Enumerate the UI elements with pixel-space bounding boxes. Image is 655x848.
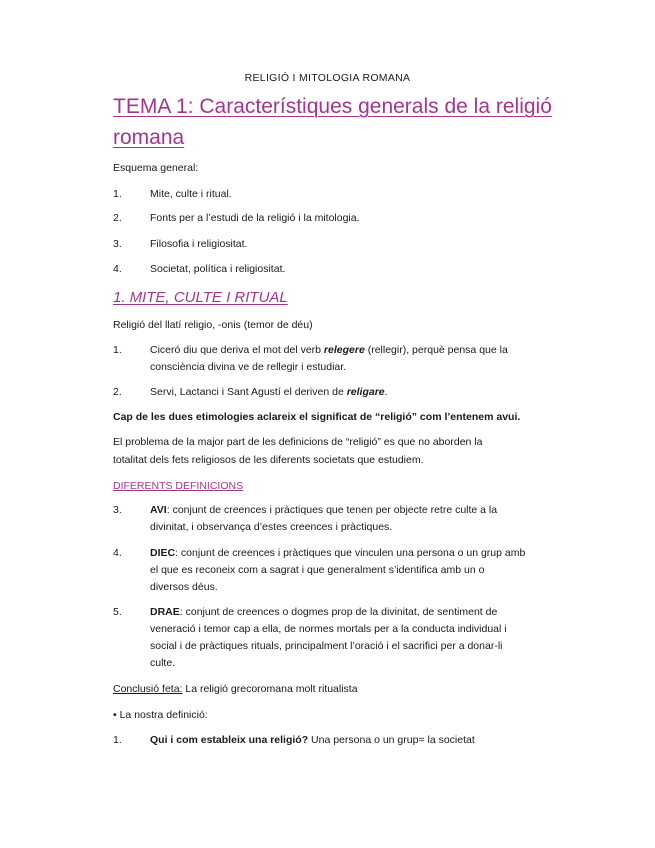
latin-verb: relegere: [323, 344, 365, 356]
scheme-item-text: Mite, culte i ritual.: [150, 188, 232, 200]
definition-number: 5.: [113, 606, 122, 618]
definitions-heading: DIFERENTS DEFINICIONS: [113, 480, 244, 492]
definition-text: DIEC: conjunt de creences i pràctiques que vinculen una persona o un grup amb: [150, 547, 526, 559]
page-title-line1: TEMA 1: Característiques generals de la religió: [113, 95, 552, 118]
problem-paragraph-line2: totalitat dels fets religiosos de les diferents societats que estudiem.: [113, 454, 424, 466]
etymology-intro: Religió del llatí religio, -onis (temor de déu): [113, 319, 313, 331]
definition-text: AVI: conjunt de creences i pràctiques que tenen per objecte retre culte a la: [150, 504, 498, 516]
definition-continuation: el que es reconeix com a sagrat i que generalment s’identifica amb un o: [150, 564, 485, 576]
page-title-line2: romana: [113, 126, 185, 149]
definition-number: 3.: [113, 504, 122, 516]
scheme-item-number: 1.: [113, 188, 122, 200]
etymology-item-continuation: consciència divina ve de rellegir i estudiar.: [150, 361, 347, 373]
scheme-item-text: Societat, política i religiositat.: [150, 263, 286, 275]
scheme-item-text: Filosofia i religiositat.: [150, 238, 248, 250]
scheme-label: Esquema general:: [113, 162, 199, 174]
conclusion-text: La religió grecoromana molt ritualista: [182, 683, 358, 695]
etymology-item-text: Ciceró diu que deriva el mot del verb relegere (rellegir), perquè pensa que la: [150, 344, 508, 356]
definition-continuation: veneració i temor cap a ella, de normes mortals per a la conducta individual i: [150, 623, 507, 635]
bullet-item: • La nostra definició:: [113, 709, 208, 721]
definition-continuation: diversos déus.: [150, 581, 218, 593]
definition-continuation: culte.: [150, 657, 176, 669]
scheme-item-number: 4.: [113, 263, 122, 275]
conclusion-line: [113, 683, 358, 695]
problem-paragraph-line1: El problema de la major part de les definicions de “religió” es que no aborden la: [113, 436, 483, 448]
definition-continuation: divinitat, i observança d’estes creences i pràctiques.: [150, 521, 393, 533]
scheme-item-number: 3.: [113, 238, 122, 250]
definition-term: AVI: [150, 504, 167, 516]
definition-term: DIEC: [150, 547, 176, 559]
etymology-item-number: 2.: [113, 386, 122, 398]
scheme-item-number: 2.: [113, 212, 122, 224]
definition-text: DRAE: conjunt de creences o dogmes prop de la divinitat, de sentiment de: [150, 606, 498, 618]
latin-verb: religare: [346, 386, 385, 398]
question-number: 1.: [113, 734, 122, 746]
definition-number: 4.: [113, 547, 122, 559]
bullet-dot-icon: •: [113, 709, 120, 721]
etymology-item-text: Servi, Lactanci i Sant Agustí el deriven de religare.: [150, 386, 388, 398]
scheme-item-text: Fonts per a l’estudi de la religió i la mitologia.: [150, 212, 360, 224]
conclusion-label: Conclusió feta:: [113, 683, 183, 695]
etymology-item-number: 1.: [113, 344, 122, 356]
page-header: RELIGIÓ I MITOLOGIA ROMANA: [244, 72, 411, 84]
section-title: 1. MITE, CULTE I RITUAL: [113, 289, 288, 306]
definition-continuation: social i de pràctiques rituals, principalment l’oració i el sacrifici per a donar-li: [150, 640, 503, 652]
bold-note: Cap de les dues etimologies aclareix el significat de “religió” com l’entenem avui.: [113, 411, 521, 423]
question-bold: Qui i com estableix una religió?: [150, 734, 309, 746]
question-text: Qui i com estableix una religió? Una persona o un grup= la societat: [150, 734, 475, 746]
definition-term: DRAE: [150, 606, 180, 618]
